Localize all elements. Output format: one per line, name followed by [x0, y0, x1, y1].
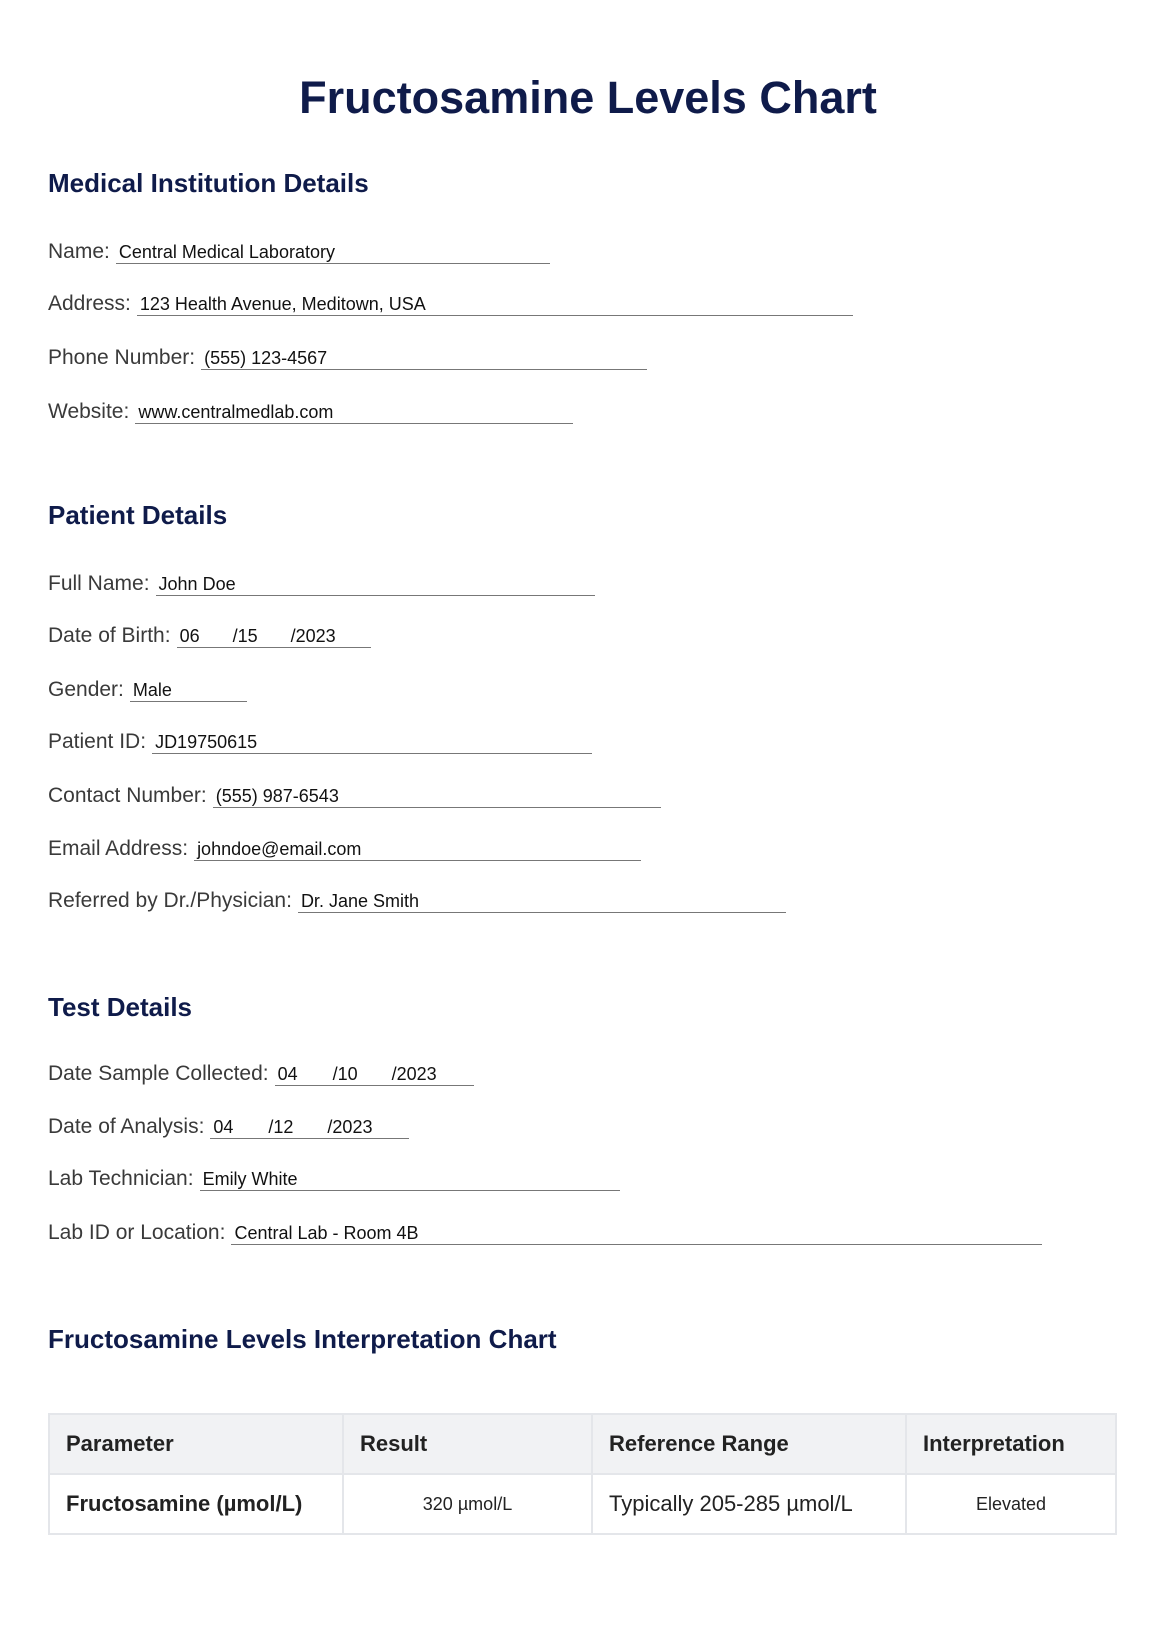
- label: Address:: [48, 292, 131, 315]
- institution-name-field[interactable]: Central Medical Laboratory: [116, 241, 550, 264]
- label: Date of Analysis:: [48, 1115, 205, 1138]
- lab-field[interactable]: Central Lab - Room 4B: [231, 1222, 1042, 1245]
- gender-row: [48, 672, 247, 702]
- cell-reference-range: Typically 205-285 µmol/L: [592, 1474, 906, 1534]
- cell-result: 320 µmol/L: [343, 1474, 592, 1534]
- phone-row: [48, 340, 647, 370]
- chart-heading: Fructosamine Levels Interpretation Chart: [48, 1324, 557, 1354]
- label: Contact Number:: [48, 784, 207, 807]
- institution-heading: Medical Institution Details: [48, 168, 369, 198]
- referred-field[interactable]: Dr. Jane Smith: [298, 890, 786, 913]
- address-field[interactable]: 123 Health Avenue, Meditown, USA: [137, 293, 853, 316]
- header-reference-range: Reference Range: [592, 1414, 906, 1474]
- full-name-row: [48, 566, 595, 596]
- label: Email Address:: [48, 837, 189, 860]
- label: Lab ID or Location:: [48, 1221, 226, 1244]
- interpretation-table: [48, 1413, 1117, 1535]
- email-field[interactable]: johndoe@email.com: [194, 838, 641, 861]
- patient-id-row: [48, 724, 592, 754]
- analysis-month-field[interactable]: 04: [210, 1116, 265, 1139]
- institution-name-row: [48, 234, 550, 264]
- website-row: [48, 394, 573, 424]
- page-title: Fructosamine Levels Chart: [299, 72, 877, 123]
- label: Date of Birth:: [48, 624, 171, 647]
- contact-row: [48, 778, 661, 808]
- label: Gender:: [48, 678, 124, 701]
- patient-heading: Patient Details: [48, 500, 228, 530]
- dob-year-field[interactable]: /2023: [288, 625, 371, 648]
- label: Date Sample Collected:: [48, 1062, 269, 1085]
- analysis-day-field[interactable]: /12: [265, 1116, 324, 1139]
- collected-day-field[interactable]: /10: [330, 1063, 389, 1086]
- tech-field[interactable]: Emily White: [200, 1168, 620, 1191]
- collected-row: [48, 1056, 474, 1086]
- table-row: [49, 1474, 1116, 1534]
- label: Name:: [48, 240, 110, 263]
- referred-row: [48, 883, 786, 913]
- label: Website:: [48, 400, 130, 423]
- collected-month-field[interactable]: 04: [275, 1063, 330, 1086]
- tech-row: [48, 1161, 620, 1191]
- lab-row: [48, 1215, 1042, 1245]
- patient-id-field[interactable]: JD19750615: [152, 731, 592, 754]
- label: Patient ID:: [48, 730, 147, 753]
- analysis-row: [48, 1109, 409, 1139]
- dob-day-field[interactable]: /15: [230, 625, 288, 648]
- dob-row: [48, 618, 371, 648]
- website-field[interactable]: www.centralmedlab.com: [135, 401, 573, 424]
- header-result: Result: [343, 1414, 592, 1474]
- cell-parameter: Fructosamine (µmol/L): [49, 1474, 343, 1534]
- collected-year-field[interactable]: /2023: [389, 1063, 474, 1086]
- address-row: [48, 286, 853, 316]
- cell-interpretation: Elevated: [906, 1474, 1116, 1534]
- header-parameter: Parameter: [49, 1414, 343, 1474]
- header-interpretation: Interpretation: [906, 1414, 1116, 1474]
- phone-field[interactable]: (555) 123-4567: [201, 347, 647, 370]
- email-row: [48, 831, 641, 861]
- gender-field[interactable]: Male: [130, 679, 247, 702]
- table-header-row: [49, 1414, 1116, 1474]
- label: Lab Technician:: [48, 1167, 194, 1190]
- dob-month-field[interactable]: 06: [177, 625, 230, 648]
- contact-field[interactable]: (555) 987-6543: [213, 785, 661, 808]
- label: Phone Number:: [48, 346, 196, 369]
- analysis-year-field[interactable]: /2023: [324, 1116, 409, 1139]
- test-heading: Test Details: [48, 992, 193, 1022]
- full-name-field[interactable]: John Doe: [156, 573, 595, 596]
- label: Full Name:: [48, 572, 150, 595]
- label: Referred by Dr./Physician:: [48, 889, 292, 912]
